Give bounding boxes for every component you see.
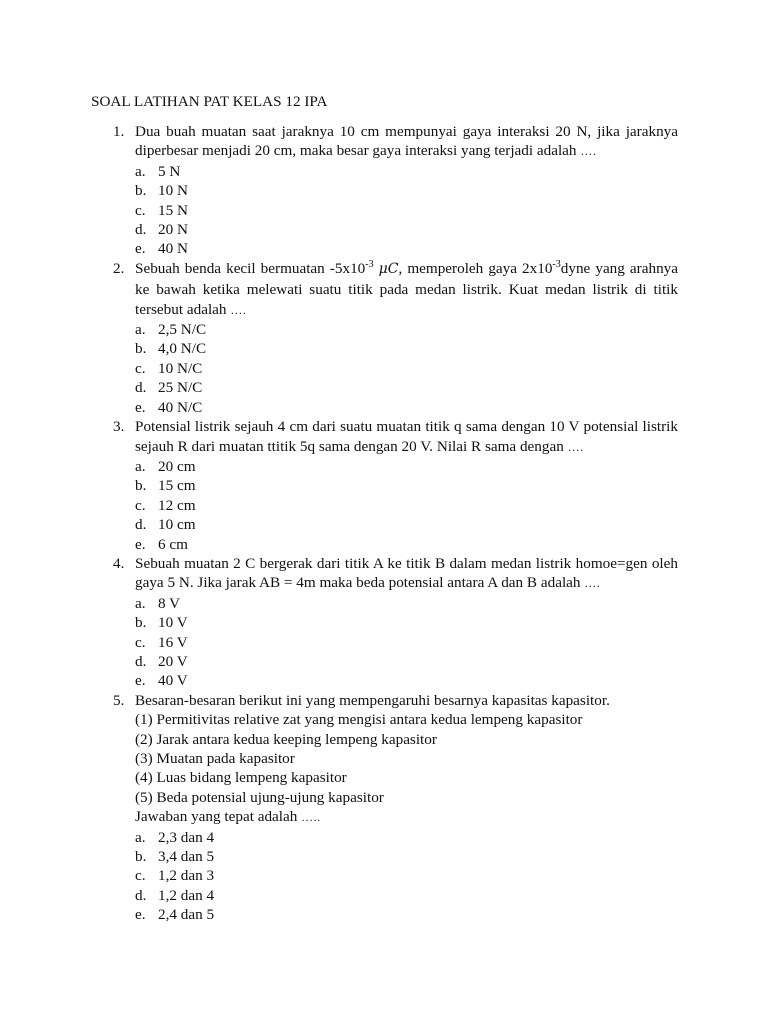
question-4 [113,554,678,691]
option-c: c. 10 N/C [135,359,203,377]
option-b: b. 15 cm [135,477,196,495]
option-c: c. 1,2 dan 3 [135,867,215,885]
option-c: c. 12 cm [135,496,196,514]
option-a: a. 2,3 dan 4 [135,828,215,846]
statement-item: (1) Permitivitas relative zat yang mengisi antara kedua lempeng kapasitor [135,711,583,729]
option-b: b. 4,0 N/C [135,340,207,358]
option-a: a. 20 cm [135,457,196,475]
question-number: 3. [113,418,125,436]
question-text: Sebuah benda kecil bermuatan $-5x10^{-3}$ μC, memperoleh gaya $2x10^{-3}dyne$ yang arahnya ke bawah ketika melewati suatu titik pada medan listrik. Kuat medan listrik di titik tersebut adalah …. [135,258,678,318]
question-list [113,122,678,925]
statement-item: (2) Jarak antara kedua keeping lempeng kapasitor [135,730,437,748]
question-text: Potensial listrik sejauh 4 cm dari suatu muatan titik q sama dengan 10 V potensial listrik sejauh R dari muatan ttitik 5q sama dengan 20 V. Nilai R sama dengan …. [135,418,678,455]
option-d: d. 20 N [135,221,188,239]
question-number: 4. [113,554,125,572]
option-b: b. 10 V [135,614,188,632]
option-c: c. 15 N [135,201,188,219]
question-text: Dua buah muatan saat jaraknya 10 cm mempunyai gaya interaksi 20 N, jika jaraknya diperbesar menjadi 20 cm, maka besar gaya interaksi yang terjadi adalah …. [135,123,678,160]
statement-item: (4) Luas bidang lempeng kapasitor [135,769,347,787]
option-c: c. 16 V [135,633,188,651]
option-e: e. 40 N [135,240,188,258]
question-2 [113,259,678,417]
page-title: SOAL LATIHAN PAT KELAS 12 IPA [91,93,328,110]
statement-item: (3) Muatan pada kapasitor [135,750,295,767]
option-a: a. 2,5 N/C [135,321,207,339]
option-a: a. 8 V [135,594,181,612]
option-e: e. 2,4 dan 5 [135,906,215,924]
option-e: e. 6 cm [135,535,188,553]
option-b: b. 3,4 dan 5 [135,848,215,866]
question-number: 2. [113,259,125,277]
question-number: 1. [113,123,125,140]
option-e: e. 40 V [135,672,188,690]
option-a: a. 5 N [135,162,181,180]
option-d: d. 25 N/C [135,379,203,397]
statement-item: (5) Beda potensial ujung-ujung kapasitor [135,788,384,806]
question-1 [113,122,678,259]
answer-prompt: Jawaban yang tepat adalah ….. [135,808,321,826]
question-text: Besaran-besaran berikut ini yang mempengaruhi besarnya kapasitas kapasitor. [135,691,610,709]
option-d: d. 20 V [135,652,188,670]
question-number: 5. [113,691,125,709]
option-d: d. 10 cm [135,516,196,534]
question-3 [113,417,678,554]
option-b: b. 10 N [135,182,188,200]
option-e: e. 40 N/C [135,398,203,416]
microcoulomb-unit: μC [378,260,399,277]
option-d: d. 1,2 dan 4 [135,886,215,904]
question-text: Sebuah muatan 2 C bergerak dari titik A ke titik B dalam medan listrik homoe=gen oleh gaya 5 N. Jika jarak AB = 4m maka beda potensial antara A dan B adalah …. [135,554,678,592]
question-5 [113,691,678,925]
